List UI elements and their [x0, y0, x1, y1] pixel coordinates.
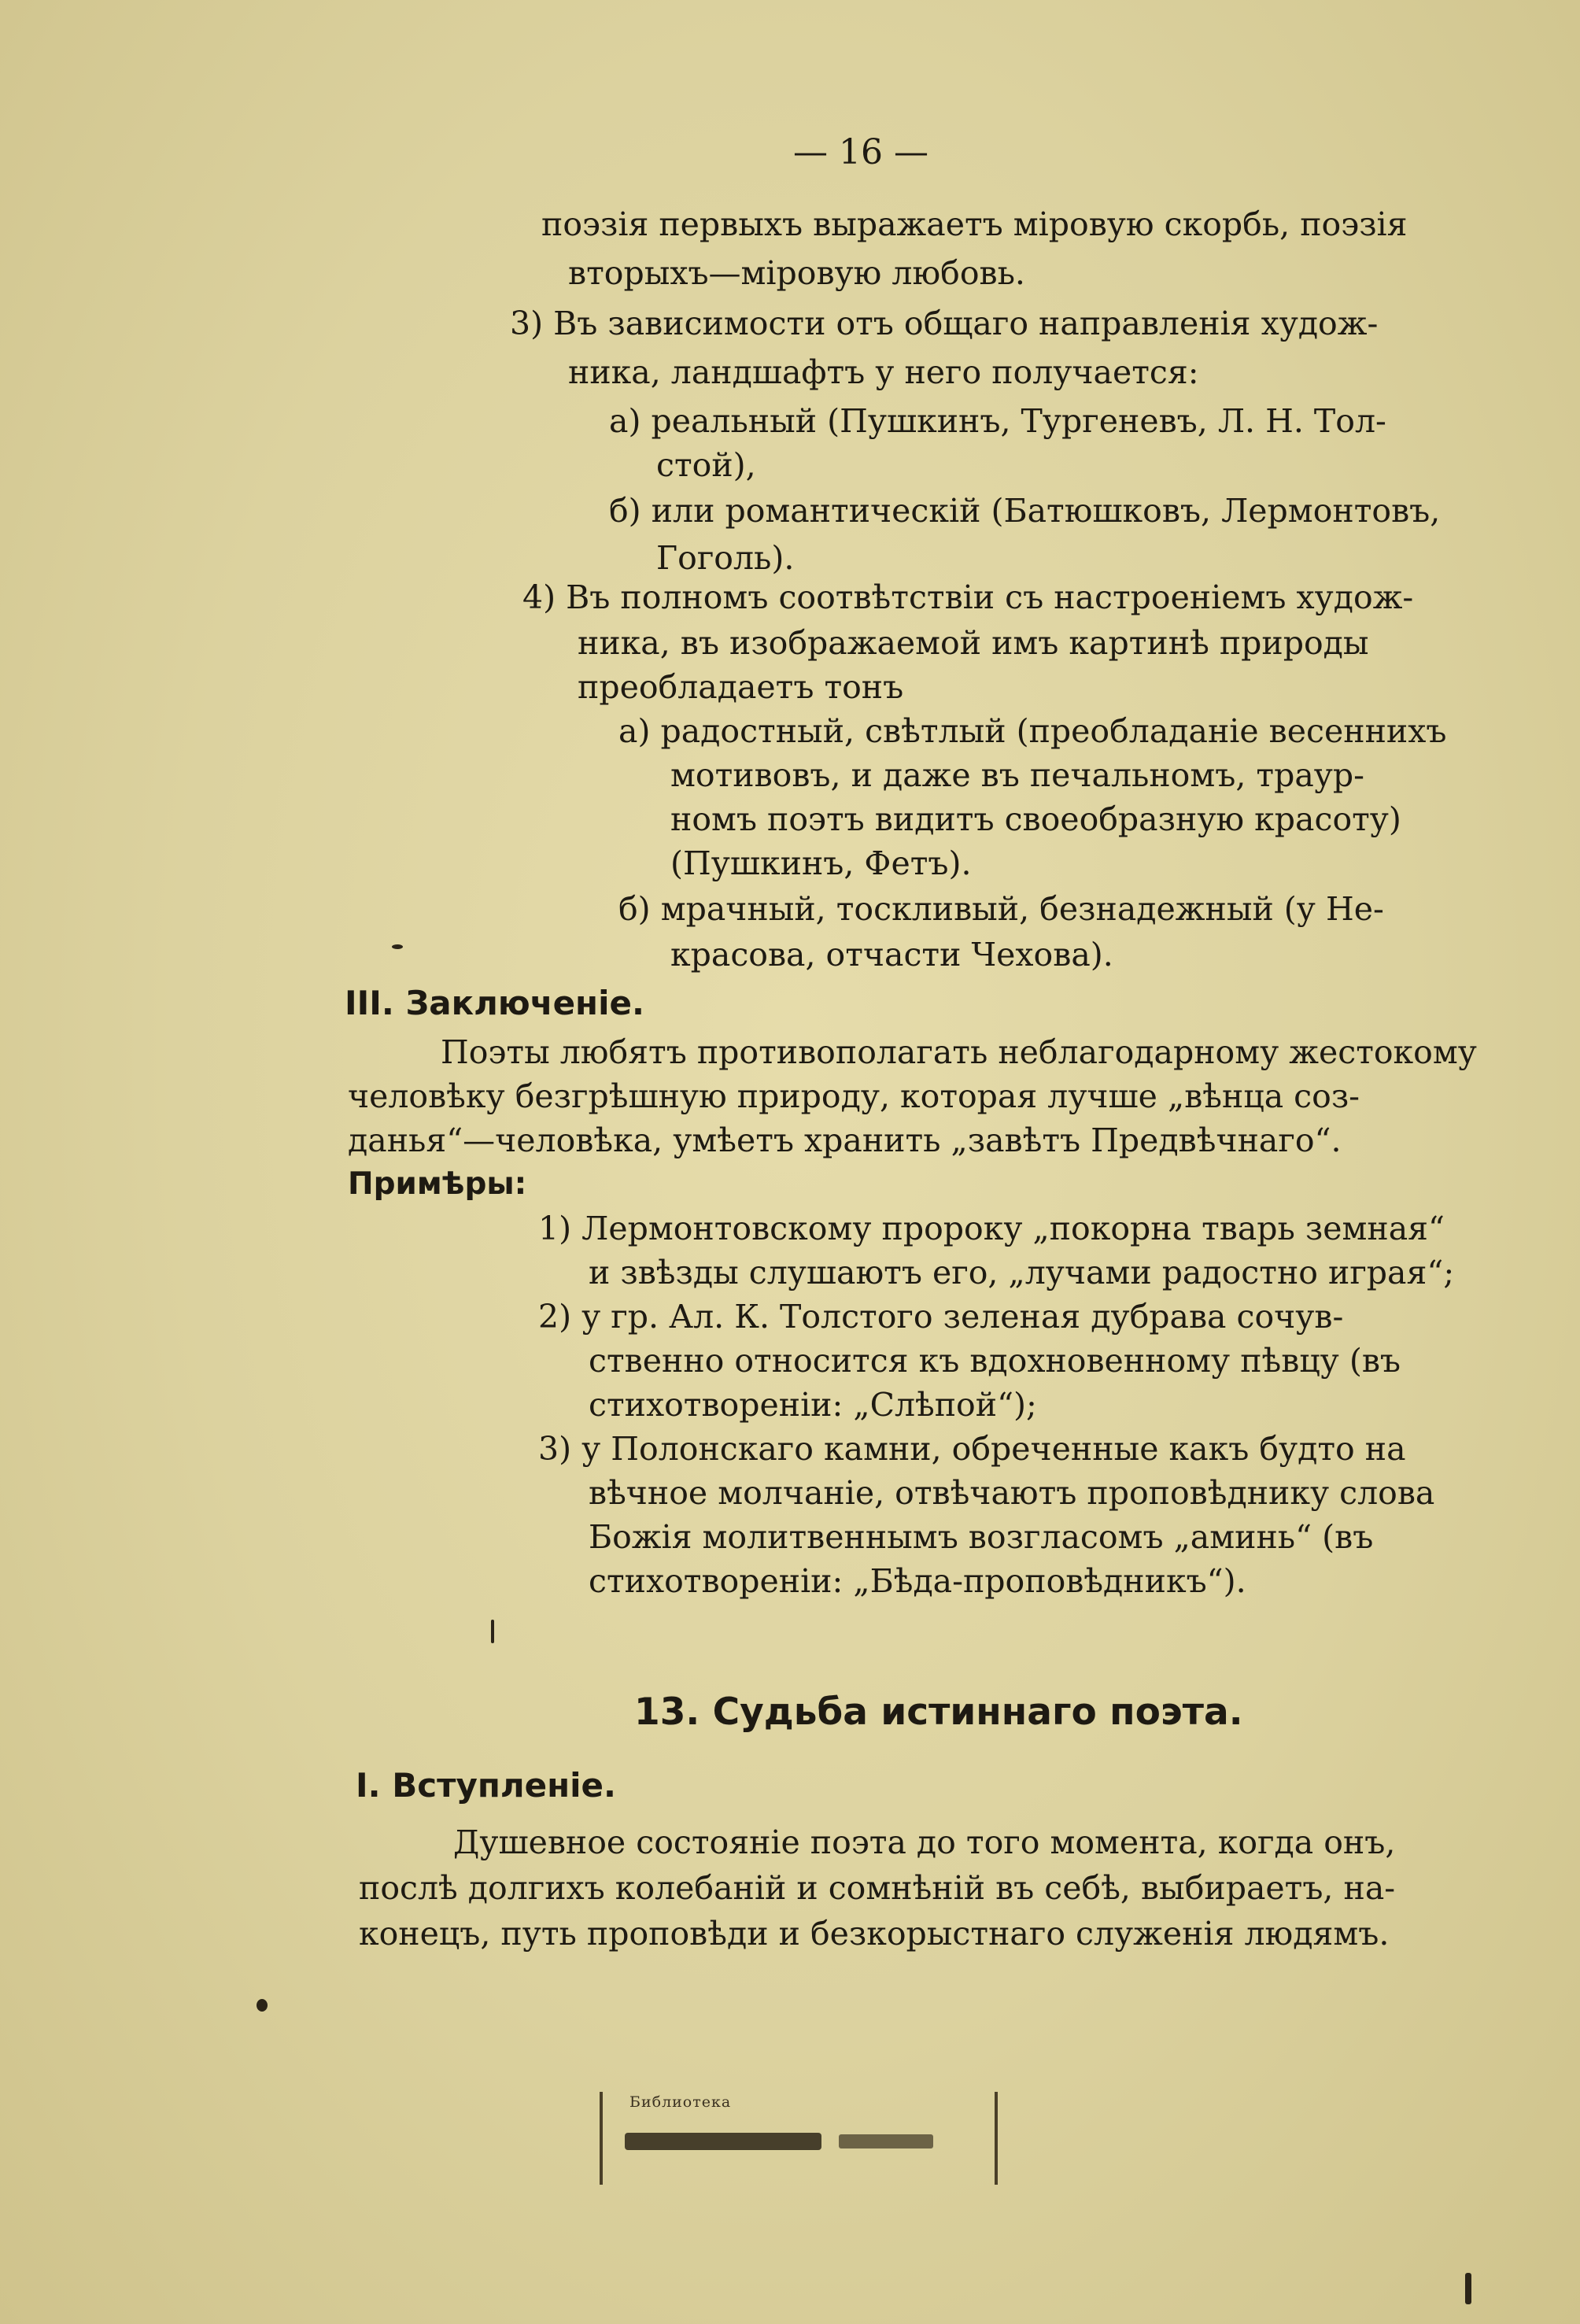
section3-heading: III. Заключеніе. — [345, 984, 644, 1022]
page-number: — 16 — — [793, 132, 928, 172]
item3-line-1: 3) Въ зависимости отъ общаго направленія худож- — [510, 305, 1379, 342]
example-2-line-3: стихотвореніи: „Слѣпой“); — [589, 1386, 1037, 1424]
item3-sub-a-line-1: а) реальный (Пушкинъ, Тургеневъ, Л. Н. Тол- — [609, 402, 1386, 440]
paper-mark — [1465, 2273, 1471, 2304]
stamp-label: Библиотека — [629, 2093, 732, 2111]
item3-sub-b-line-1: б) или романтическій (Батюшковъ, Лермонтовъ, — [609, 492, 1441, 530]
examples-label: Примѣры: — [348, 1166, 527, 1202]
item3-sub-a-line-2: стой), — [656, 446, 756, 484]
paper-speck — [257, 1999, 268, 2012]
topic13-paragraph-line-1: Душевное состояніе поэта до того момента, когда онъ, — [453, 1823, 1396, 1861]
topic13-paragraph-line-3: конецъ, путь проповѣди и безкорыстнаго служенія людямъ. — [359, 1915, 1390, 1953]
item4-sub-a-line-3: номъ поэтъ видитъ своеобразную красоту) — [670, 800, 1401, 838]
section3-paragraph-line-3: данья“—человѣка, умѣетъ хранить „завѣтъ Предвѣчнаго“. — [348, 1121, 1342, 1159]
example-3-line-1: 3) у Полонскаго камни, обреченные какъ будто на — [538, 1430, 1406, 1468]
example-1-line-1: 1) Лермонтовскому пророку „покорна тварь земная“ — [538, 1210, 1445, 1247]
item4-line-1: 4) Въ полномъ соотвѣтствіи съ настроеніемъ худож- — [522, 578, 1414, 616]
paper-mark — [491, 1620, 494, 1643]
section3-paragraph-line-2: человѣку безгрѣшную природу, которая лучше „вѣнца соз- — [348, 1077, 1360, 1115]
item4-sub-a-line-2: мотивовъ, и даже въ печальномъ, траур- — [670, 756, 1365, 794]
item4-sub-b-line-2: красова, отчасти Чехова). — [670, 936, 1113, 974]
continuation-line-2: вторыхъ—міровую любовь. — [568, 254, 1025, 292]
example-2-line-1: 2) у гр. Ал. К. Толстого зеленая дубрава сочув- — [538, 1298, 1344, 1336]
example-3-line-3: Божія молитвеннымъ возгласомъ „аминь“ (въ — [589, 1518, 1374, 1556]
example-3-line-4: стихотвореніи: „Бѣда-проповѣдникъ“). — [589, 1562, 1246, 1600]
item3-sub-b-line-2: Гоголь). — [656, 539, 795, 577]
item4-sub-a-line-4: (Пушкинъ, Фетъ). — [670, 844, 972, 882]
topic13-paragraph-line-2: послѣ долгихъ колебаній и сомнѣній въ себѣ, выбираетъ, на- — [359, 1869, 1396, 1907]
paper-speck — [392, 944, 403, 949]
continuation-line-1: поэзія первыхъ выражаетъ міровую скорбь, поэзія — [541, 205, 1408, 243]
item3-line-2: ника, ландшафтъ у него получается: — [568, 353, 1199, 391]
library-stamp — [600, 2092, 998, 2185]
example-2-line-2: ственно относится къ вдохновенному пѣвцу (въ — [589, 1342, 1401, 1380]
section3-paragraph-line-1: Поэты любятъ противополагать неблагодарному жестокому — [441, 1033, 1477, 1071]
item4-sub-a-line-1: а) радостный, свѣтлый (преобладаніе весеннихъ — [618, 712, 1447, 750]
item4-line-2: ника, въ изображаемой имъ картинѣ природы — [578, 624, 1369, 662]
item4-sub-b-line-1: б) мрачный, тоскливый, безнадежный (у Не- — [618, 890, 1384, 928]
example-3-line-2: вѣчное молчаніе, отвѣчаютъ проповѣднику слова — [589, 1474, 1435, 1512]
item4-line-3: преобладаетъ тонъ — [578, 668, 904, 706]
example-1-line-2: и звѣзды слушаютъ его, „лучами радостно играя“; — [589, 1254, 1455, 1291]
stamp-ink-mark — [625, 2133, 821, 2150]
topic13-heading: 13. Судьба истиннаго поэта. — [634, 1690, 1243, 1734]
stamp-ink-mark-2 — [839, 2134, 933, 2148]
topic13-intro-heading: I. Вступленіе. — [356, 1766, 616, 1805]
